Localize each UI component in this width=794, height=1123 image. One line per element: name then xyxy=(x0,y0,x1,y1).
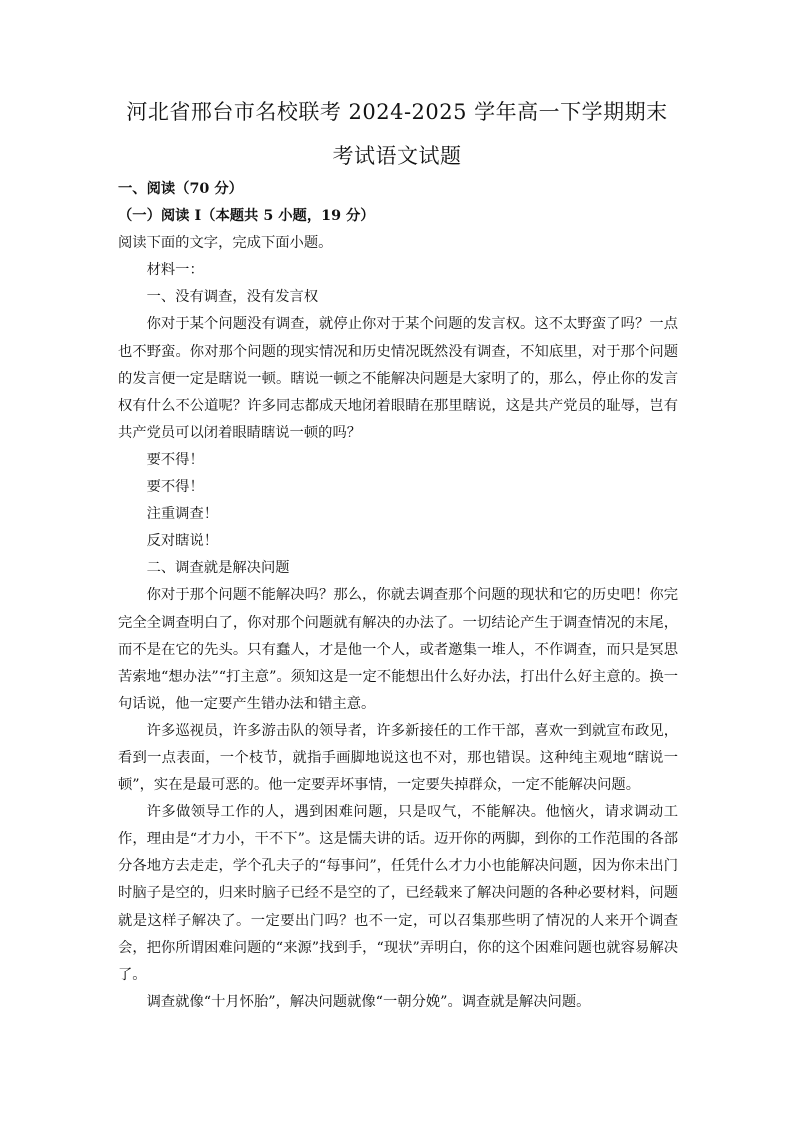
instruction-text: 阅读下面的文字，完成下面小题。 xyxy=(118,235,333,252)
paragraph: 许多做领导工作的人，遇到困难问题，只是叹气，不能解决。他恼火，请求调动工作，理由是“才力小，干不下”。这是懦夫讲的话。迈开你的两脚，到你的工作范围的各部分各地方去走走，学个孔夫子的“每事问”，任凭什么才力小也能解决问题，因为你未出门时脑子是空的，归来时脑子已经不是空的了，已经载来了解决问题的各种必要材料，问题就是这样子解决了。一定要出门吗？也不一定，可以召集那些明了情况的人来开个调查会，把你所谓困难问题的“来源”找到手，“现状”弄明白，你的这个困难问题也就容易解决了。 xyxy=(118,804,678,983)
paragraph: 要不得！ xyxy=(146,479,204,496)
paragraph: 注重调查！ xyxy=(146,506,219,523)
paragraph: 反对瞎说！ xyxy=(146,533,219,550)
paragraph: 一、没有调查，没有发言权 xyxy=(146,289,319,306)
section-heading: 一、阅读（70 分） xyxy=(118,181,243,197)
document-body xyxy=(118,176,678,1016)
paragraph: 调查就像“十月怀胎”，解决问题就像“一朝分娩”。调查就是解决问题。 xyxy=(146,993,591,1010)
document-title-line-1: 河北省邢台市名校联考 2024-2025 学年高一下学期期末 xyxy=(126,100,668,124)
document-title-line-2: 考试语文试题 xyxy=(332,144,462,168)
paragraph: 许多巡视员，许多游击队的领导者，许多新接任的工作干部，喜欢一到就宣布政见，看到一点表面，一个枝节，就指手画脚地说这也不对，那也错误。这种纯主观地“瞎说一顿”，实在是最可恶的。他一定要弄坏事情，一定要失掉群众，一定不能解决问题。 xyxy=(118,722,678,794)
paragraph: 你对于某个问题没有调查，就停止你对于某个问题的发言权。这不太野蛮了吗？一点也不野蛮。你对那个问题的现实情况和历史情况既然没有调查，不知底里，对于那个问题的发言便一定是瞎说一顿。瞎说一顿之不能解决问题是大家明了的，那么，停止你的发言权有什么不公道呢？许多同志都成天地闭着眼睛在那里瞎说，这是共产党员的耻辱，岂有共产党员可以闭着眼睛瞎说一顿的吗？ xyxy=(118,316,678,441)
material-label: 材料一： xyxy=(146,262,204,279)
paragraph: 你对于那个问题不能解决吗？那么，你就去调查那个问题的现状和它的历史吧！你完完全全调查明白了，你对那个问题就有解决的办法了。一切结论产生于调查情况的末尾，而不是在它的先头。只有蠢人，才是他一个人，或者邀集一堆人，不作调查，而只是冥思苦索地“想办法”“打主意”。须知这是一定不能想出什么好办法，打出什么好主意的。换一句话说，他一定要产生错办法和错主意。 xyxy=(118,587,678,712)
section-subheading: （一）阅读 I（本题共 5 小题，19 分） xyxy=(118,208,375,225)
paragraph: 要不得！ xyxy=(146,451,204,468)
paragraph: 二、调查就是解决问题 xyxy=(146,560,290,577)
